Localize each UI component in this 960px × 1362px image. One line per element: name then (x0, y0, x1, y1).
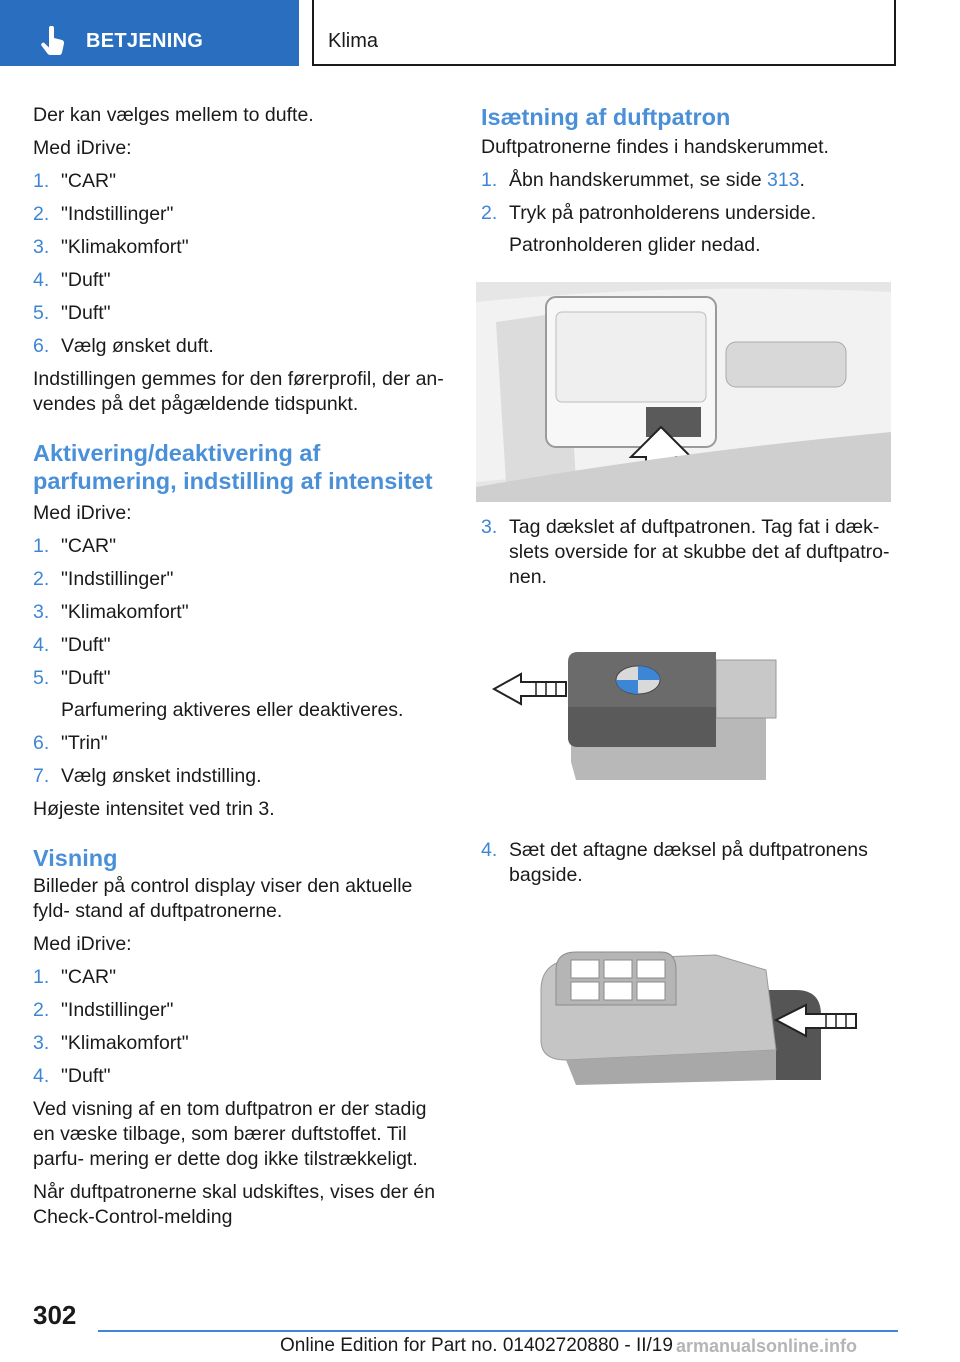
footer-divider (98, 1330, 898, 1332)
scent-select-steps (33, 169, 453, 359)
display-text: Billeder på control display viser den aktuelle fyld- stand af duftpatronerne. (33, 875, 413, 922)
edition-text: Online Edition for Part no. 01402720880 - II/19 (280, 1335, 673, 1356)
list-item: 3. "Klimakomfort" (33, 1032, 189, 1054)
replace-note: Når duftpatronerne skal udskiftes, vises der én Check-Control-melding (33, 1181, 436, 1228)
heading-display: Visning (33, 845, 118, 871)
list-item: 6. "Trin" (33, 732, 108, 754)
list-item: 4. Sæt det aftagne dæksel på duftpatronens bagside. (481, 839, 868, 886)
list-item: 3. "Klimakomfort" (33, 236, 189, 258)
list-item: 1. "CAR" (33, 535, 117, 557)
empty-cartridge-note: Ved visning af en tom duftpatron er der stadig en væske tilbage, som bærer duftstoffet. Til parfu- mering er dette dog ikke tilstrækkeligt. (33, 1098, 427, 1170)
section-tab (0, 0, 299, 66)
list-item: 4. "Duft" (33, 1065, 111, 1087)
list-item: 2. Tryk på patronholderens underside. Patronholderen glider nedad. (481, 202, 817, 256)
activation-steps (33, 534, 453, 789)
display-steps (33, 965, 453, 1089)
list-item: 3. "Klimakomfort" (33, 601, 189, 623)
list-item: 2. "Indstillinger" (33, 568, 174, 590)
left-column (33, 103, 453, 1238)
list-item: 2. "Indstillinger" (33, 999, 174, 1021)
list-item: 3. Tag dækslet af duftpatronen. Tag fat i dæk- slets overside for at skubbe det af duftpatro- nen. (481, 516, 890, 588)
list-item: 1. "CAR" (33, 170, 117, 192)
insert-text: Duftpatronerne findes i handskerummet. (481, 136, 829, 158)
step3-block (481, 515, 896, 598)
list-item: 4. "Duft" (33, 269, 111, 291)
list-item: 5. "Duft" (33, 302, 111, 324)
cover-backside-illustration (476, 930, 891, 1100)
list-item: 6. Vælg ønsket duft. (33, 335, 214, 357)
intro-text: Der kan vælges mellem to dufte. (33, 104, 314, 126)
page-link[interactable]: 313 (766, 169, 800, 191)
idrive-label: Med iDrive: (33, 502, 132, 524)
chapter-header (312, 0, 896, 66)
list-item: 1. Åbn handskerummet, se side 313. (481, 169, 805, 191)
page-number: 302 (33, 1300, 77, 1330)
idrive-label: Med iDrive: (33, 933, 132, 955)
watermark-text: armanualsonline.info (676, 1336, 858, 1356)
list-item: 4. "Duft" (33, 634, 111, 656)
section-title: BETJENING (86, 30, 204, 52)
list-item: 2. "Indstillinger" (33, 203, 174, 225)
list-item: 1. "CAR" (33, 966, 117, 988)
heading-activation: Aktivering/deaktivering af parfumering, indstilling af intensitet (33, 440, 433, 494)
right-column (481, 103, 896, 266)
glovebox-holder-illustration (476, 282, 891, 502)
intensity-note: Højeste intensitet ved trin 3. (33, 798, 275, 820)
list-item: 7. Vælg ønsket indstilling. (33, 765, 262, 787)
cartridge-cover-illustration (476, 632, 891, 792)
profile-note: Indstillingen gemmes for den førerprofil, der an- vendes på det pågældende tidspunkt. (33, 368, 444, 415)
list-item: 5. "Duft" Parfumering aktiveres eller deaktiveres. (33, 667, 404, 721)
step4-block (481, 838, 896, 896)
hand-pointer-icon (40, 26, 66, 56)
idrive-label: Med iDrive: (33, 137, 132, 159)
chapter-title: Klima (328, 30, 379, 52)
insert-steps (481, 168, 896, 258)
heading-insert: Isætning af duftpatron (481, 104, 731, 130)
